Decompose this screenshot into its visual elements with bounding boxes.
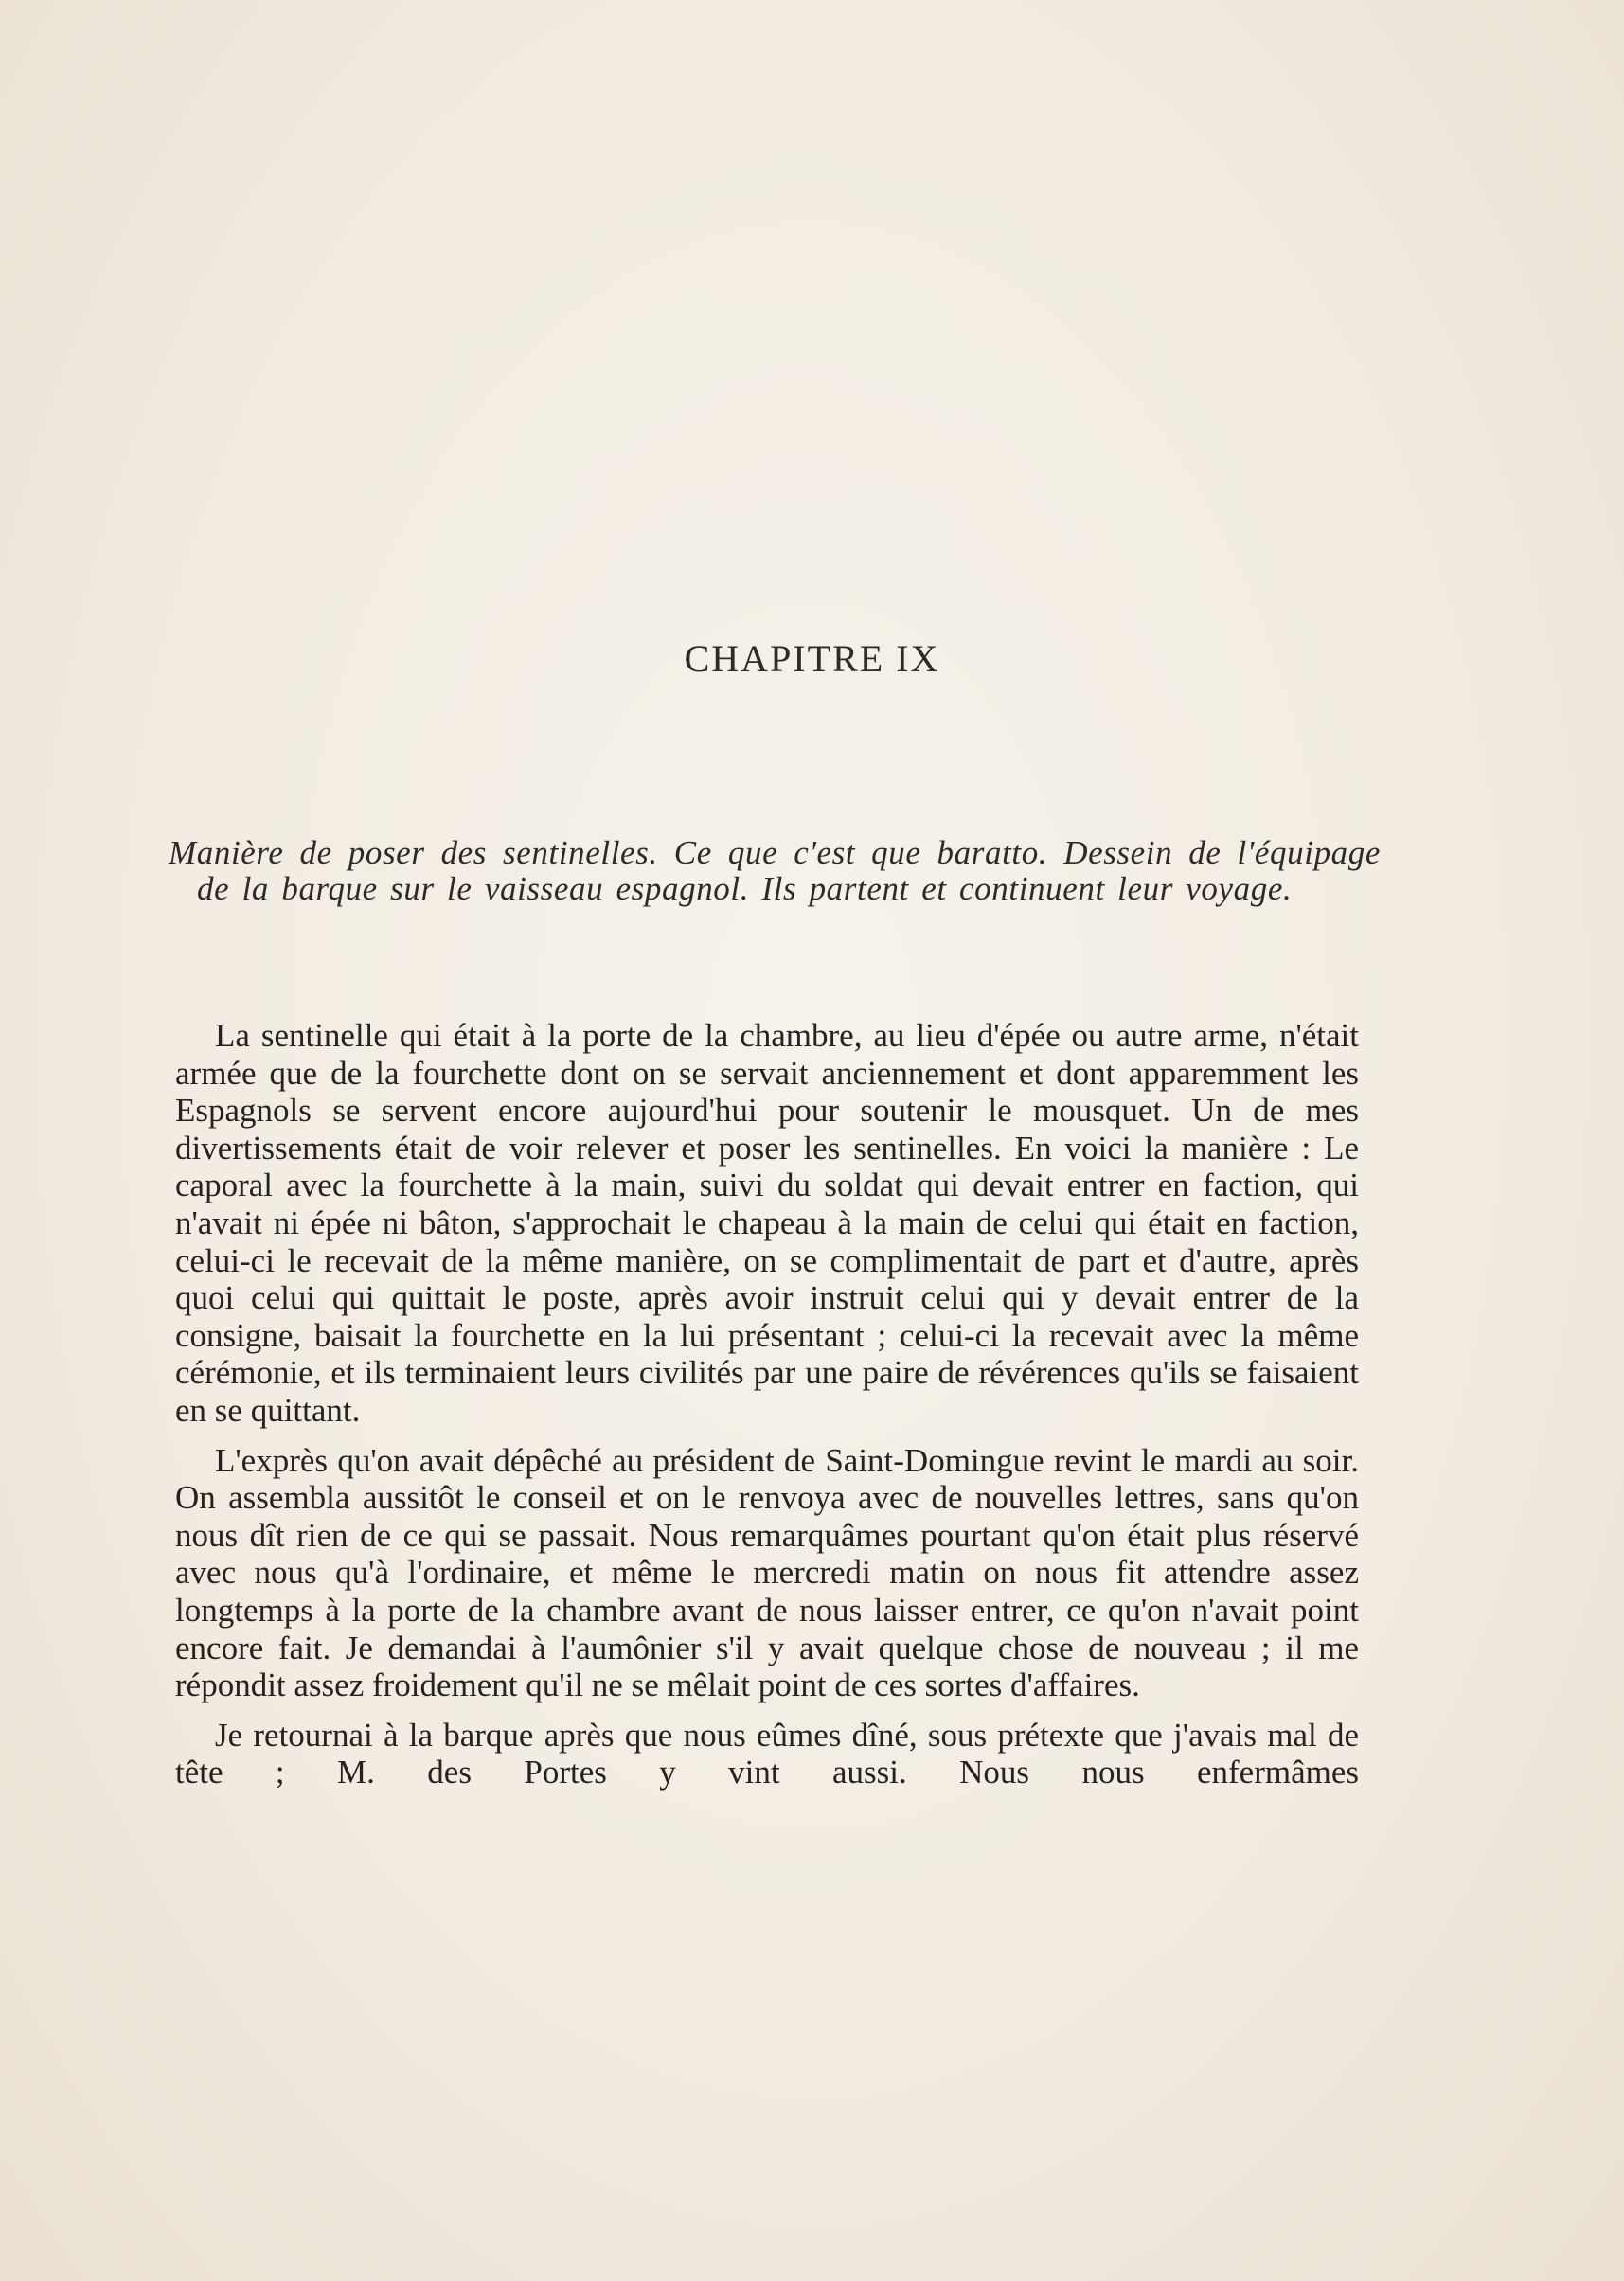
paragraph-sentinel: La sentinelle qui était à la porte de la chambre, au lieu d'épée ou autre arme, n'était armée que de la fourchette dont on se servait anciennement et dont apparemment les Espagnols se servent encore aujourd'hui pour soutenir le mousquet. Un de mes divertissements était de voir relever et poser les sentinelles. En voici la manière : Le caporal avec la fourchette à la main, suivi du soldat qui devait entrer en faction, qui n'avait ni épée ni bâton, s'approchait le chapeau à la main de celui qui était en faction, celui-ci le recevait de la même manière, on se complimentait de part et d'autre, après quoi celui qui quittait le poste, après avoir instruit celui qui y devait entrer de la consigne, baisait la fourchette en la lui présentant ; celui-ci la recevait avec la même cérémonie, et ils terminaient leurs civilités par une paire de révérences qu'ils se faisaient en se quittant. bbox=[175, 1017, 1359, 1429]
paragraph-barque: Je retournai à la barque après que nous eûmes dîné, sous prétexte que j'avais mal de tête ; M. des Portes y vint aussi. Nous nous enfermâmes bbox=[175, 1716, 1359, 1791]
chapter-title: CHAPITRE IX bbox=[684, 637, 940, 680]
chapter-summary: Manière de poser des sentinelles. Ce que c'est que baratto. Dessein de l'équipage de la barque sur le vaisseau espagnol. Ils partent et continuent leur voyage. bbox=[169, 834, 1381, 907]
body-text bbox=[175, 1017, 1359, 1804]
paragraph-express: L'exprès qu'on avait dépêché au président de Saint-Domingue revint le mardi au soir. On assembla aussitôt le conseil et on le renvoya avec de nouvelles lettres, sans qu'on nous dît rien de ce qui se passait. Nous remarquâmes pourtant qu'on était plus réservé avec nous qu'à l'ordinaire, et même le mercredi matin on nous fit attendre assez longtemps à la porte de la chambre avant de nous laisser entrer, ce qu'on n'avait point encore fait. Je demandai à l'aumônier s'il y avait quelque chose de nouveau ; il me répondit assez froidement qu'il ne se mêlait point de ces sortes d'affaires. bbox=[175, 1441, 1359, 1704]
